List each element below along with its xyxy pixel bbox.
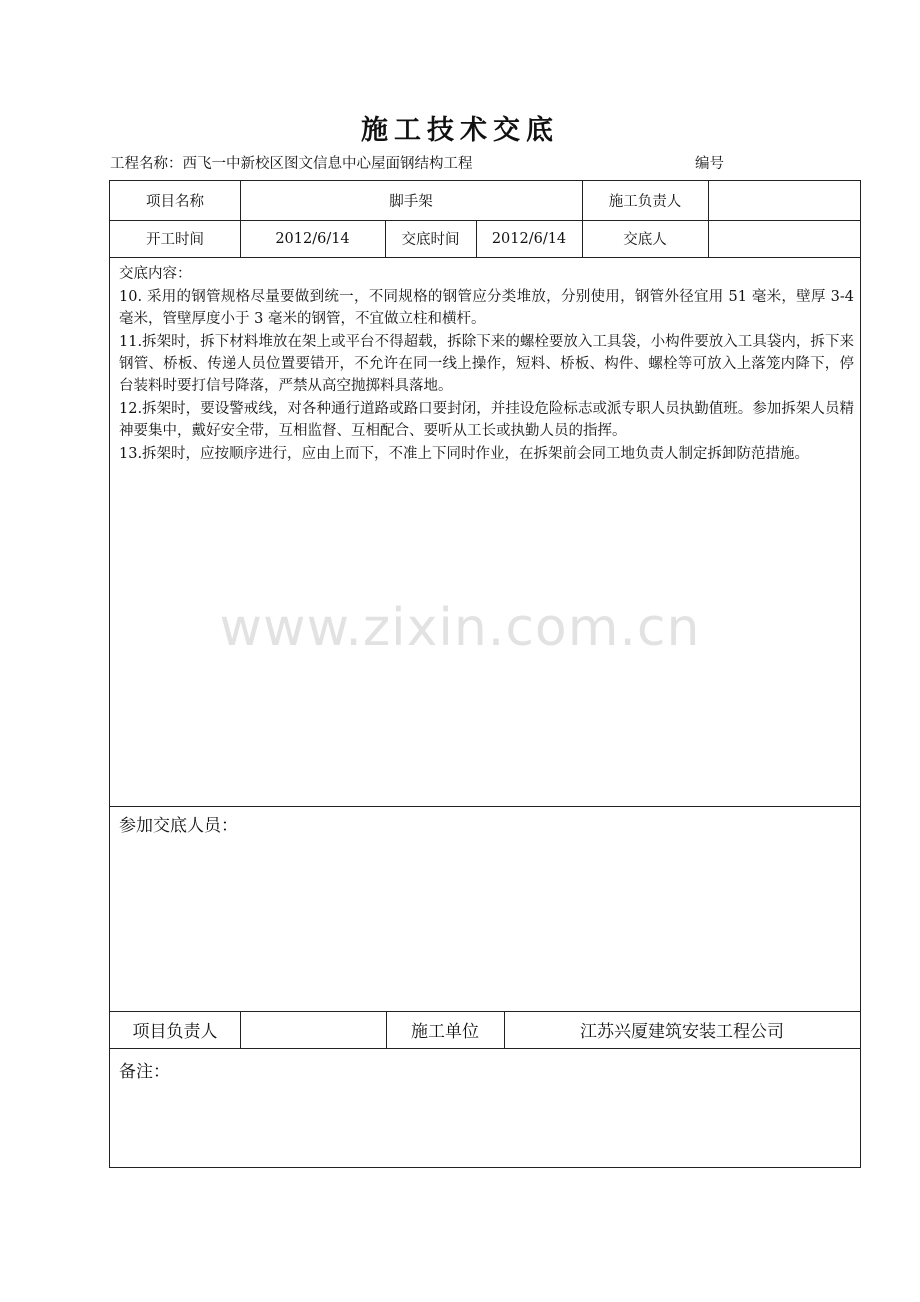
briefer-value [708, 220, 860, 257]
content-paragraph: 11.拆架时，拆下材料堆放在架上或平台不得超载，拆除下来的螺栓要放入工具袋，小构件要放入工具袋内，拆下来钢管、桥板、传递人员位置要错开，不允许在同一线上操作，短料、桥板、构件、螺栓等可放入上落笼内降下，停台装料时要打信号降落，严禁从高空抛掷料具落地。 [119, 334, 854, 394]
document-title: 施工技术交底 [361, 115, 559, 146]
project-manager-label: 项目负责人 [132, 1022, 218, 1042]
project-name-value: 脚手架 [389, 194, 433, 210]
content-paragraph: 13.拆架时，应按顺序进行，应由上而下，不准上下同时作业，在拆架前会同工地负责人制定拆卸防范措施。 [119, 446, 810, 462]
construction-leader-label: 施工负责人 [608, 194, 682, 210]
content-paragraph: 12.拆架时，要设警戒线，对各种通行道路或路口要封闭，并挂设危险标志或派专职人员执勤值班。参加拆架人员精神要集中，戴好安全带，互相监督、互相配合、要听从工长或执勤人员的指挥。 [119, 401, 854, 439]
remarks-label: 备注： [119, 1062, 170, 1082]
watermark: www.zixin.com.cn [219, 598, 701, 658]
row-divider [110, 806, 860, 807]
content-label: 交底内容： [119, 266, 192, 282]
construction-leader-value [708, 181, 860, 220]
project-manager-value [240, 1011, 386, 1048]
project-line [110, 152, 860, 174]
content-paragraph: 10. 采用的钢管规格尽量要做到统一，不同规格的钢管应分类堆放，分别使用，钢管外径宜用 51 毫米，壁厚 3-4 毫米，管壁厚度小于 3 毫米的钢管，不宜做立柱和横杆。 [119, 289, 854, 327]
briefing-time-label: 交底时间 [401, 232, 460, 248]
start-time-value: 2012/6/14 [275, 230, 350, 247]
row-divider [110, 1048, 860, 1049]
construction-unit-value: 江苏兴厦建筑安装工程公司 [580, 1022, 784, 1042]
project-name-label: 项目名称 [146, 194, 204, 210]
briefing-content [119, 263, 854, 466]
participants-label: 参加交底人员： [119, 816, 238, 836]
row-divider [110, 257, 860, 258]
briefing-time-value: 2012/6/14 [491, 230, 567, 247]
project-name-text: 工程名称：西飞一中新校区图文信息中心屋面钢结构工程 [110, 156, 473, 172]
briefer-label: 交底人 [623, 232, 667, 248]
construction-unit-label: 施工单位 [411, 1022, 479, 1042]
number-label: 编号 [695, 156, 724, 172]
briefing-form [109, 180, 861, 1168]
start-time-label: 开工时间 [146, 232, 204, 248]
